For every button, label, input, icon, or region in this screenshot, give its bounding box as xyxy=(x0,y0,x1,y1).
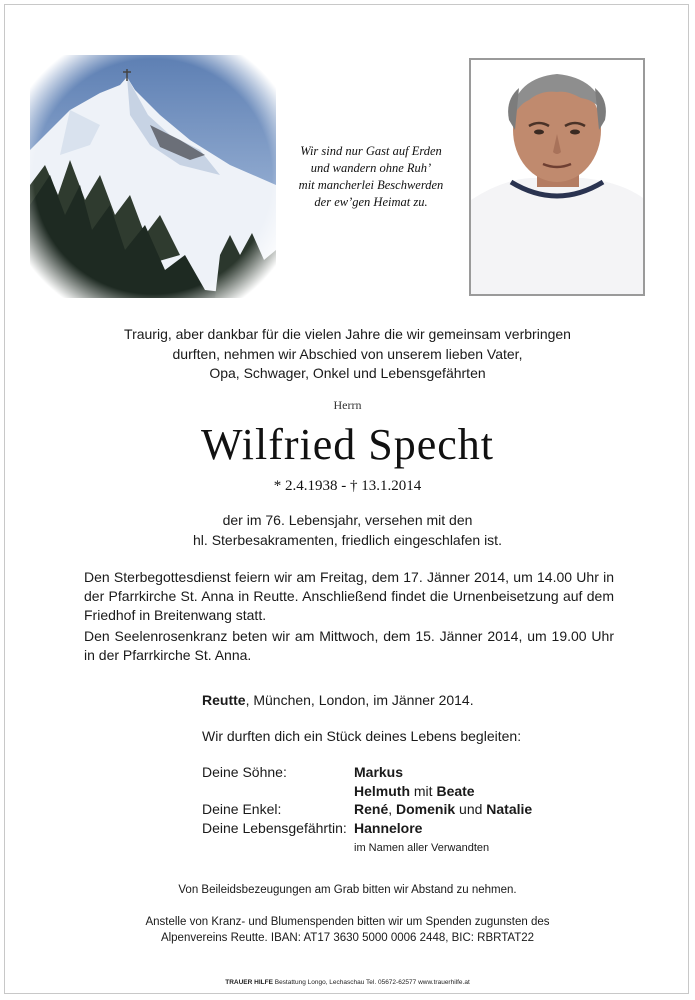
poem-line: mit mancherlei Beschwerden xyxy=(298,178,444,192)
grandchildren-label: Deine Enkel: xyxy=(202,801,282,817)
poem-line: der ew’gen Heimat zu. xyxy=(314,195,428,209)
donation-line: Anstelle von Kranz- und Blumenspenden bitten wir um Spenden zugunsten des xyxy=(145,916,550,928)
donation-note xyxy=(0,914,695,946)
son-with-partner xyxy=(354,782,475,801)
passing-line: hl. Sterbesakramenten, friedlich eingeschlafen ist. xyxy=(193,531,502,548)
accompany-text: Wir durften dich ein Stück deines Lebens begleiten: xyxy=(202,728,522,744)
family-row-sons xyxy=(202,763,532,782)
grandchild-name: Natalie xyxy=(486,801,533,817)
grandchild-name: Domenik xyxy=(396,801,456,817)
family-row-partner xyxy=(202,819,532,838)
sons-label: Deine Söhne: xyxy=(202,764,287,780)
family-row-grandchildren xyxy=(202,800,532,819)
funeral-service-text: Den Sterbegottesdienst feiern wir am Freitag, dem 17. Jänner 2014, um 14.00 Uhr in der Pfarrkirche St. Anna in Reutte. Anschließend findet die Urnenbeisetzung auf dem Friedhof in Breitenwang statt. xyxy=(84,569,614,623)
relatives-note: im Namen aller Verwandten xyxy=(354,842,490,854)
place-date-line xyxy=(202,692,474,708)
place-rest: , München, London, im Jänner 2014. xyxy=(245,692,474,708)
condolence-note: Von Beileidsbezeugungen am Grab bitten wir Abstand zu nehmen. xyxy=(178,884,517,896)
salutation: Herrn xyxy=(333,398,362,412)
footer xyxy=(0,979,695,986)
intro-line: Opa, Schwager, Onkel und Lebensgefährten xyxy=(209,365,486,381)
life-dates: * 2.4.1938 - † 13.1.2014 xyxy=(273,478,422,494)
footer-brand: TRAUER HILFE xyxy=(225,979,273,986)
conjunction: und xyxy=(455,801,487,817)
mountain-landscape-image xyxy=(30,55,276,298)
poem-line: Wir sind nur Gast auf Erden xyxy=(300,144,442,158)
poem xyxy=(280,143,462,211)
deceased-name: Wilfried Specht xyxy=(200,420,495,469)
son-name: Helmuth xyxy=(354,782,410,799)
poem-line: und wandern ohne Ruh’ xyxy=(310,161,432,175)
rosary-text: Den Seelenrosenkranz beten wir am Mittwoch, dem 15. Jänner 2014, um 19.00 Uhr in der Pfarrkirche St. Anna. xyxy=(84,628,614,663)
separator: , xyxy=(388,801,397,817)
family-row-son2 xyxy=(202,782,532,801)
partner-name: Beate xyxy=(436,782,475,799)
passing-line: der im 76. Lebensjahr, versehen mit den xyxy=(222,512,473,528)
empty-label xyxy=(202,782,354,801)
family-list xyxy=(202,763,532,837)
donation-line: Alpenvereins Reutte. IBAN: AT17 3630 5000 0006 2448, BIC: RBRTAT22 xyxy=(160,932,535,944)
conjunction: mit xyxy=(410,782,437,799)
partner-label: Deine Lebensgefährtin: xyxy=(202,819,347,836)
son-name: Markus xyxy=(354,764,404,780)
place-town: Reutte xyxy=(202,692,246,708)
grandchild-name: René xyxy=(354,801,389,817)
grandchildren-names xyxy=(354,800,532,819)
partner-name: Hannelore xyxy=(354,819,423,836)
portrait-photo xyxy=(469,58,645,296)
intro-line: Traurig, aber dankbar für die vielen Jahre die wir gemeinsam verbringen xyxy=(124,326,571,342)
intro-text xyxy=(80,325,615,384)
intro-line: durften, nehmen wir Abschied von unserem lieben Vater, xyxy=(172,345,523,362)
passing-text xyxy=(120,511,575,550)
footer-text: Bestattung Longo, Lechaschau Tel. 05672-62577 www.trauerhilfe.at xyxy=(272,979,470,986)
